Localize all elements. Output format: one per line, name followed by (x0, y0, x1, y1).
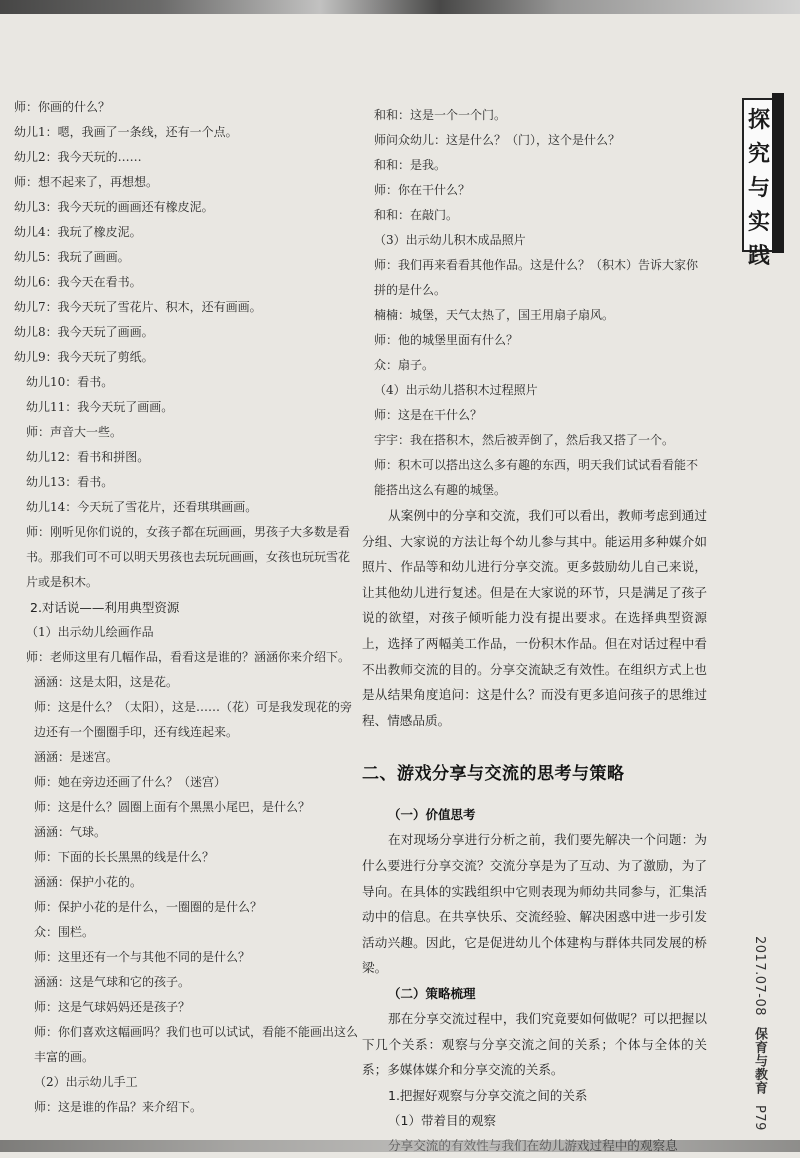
dialogue-line: 师：这是谁的作品？来介绍下。 (34, 1100, 203, 1114)
subsection-title-strategy: （二）策略梳理 (388, 985, 476, 1001)
column-tab-bar (772, 93, 784, 253)
dialogue-paragraph: 师：刚听见你们说的，女孩子都在玩画画，男孩子大多数是看书。那我们可不可以明天男孩也去玩玩画画，女孩也玩玩雪花片或是积木。 (26, 525, 351, 589)
dialogue-line: 涵涵：保护小花的。 (34, 875, 143, 889)
strategy-paragraph: 那在分享交流过程中，我们究竟要如何做呢？可以把握以下几个关系：观察与分享交流之间的关系；个体与全体的关系；多媒体媒介和分享交流的关系。 (362, 1010, 707, 1078)
dialogue-line: 幼儿4：我玩了橡皮泥。 (14, 225, 142, 239)
dialogue-paragraph: 师：老师这里有几幅作品，看看这是谁的？涵涵你来介绍下。 (26, 650, 351, 664)
page-footer (750, 936, 769, 1137)
dialogue-line: 幼儿8：我今天玩了画画。 (14, 325, 154, 339)
dialogue-line: 幼儿14：今天玩了雪花片，还看琪琪画画。 (26, 500, 258, 514)
dialogue-line: 幼儿12：看书和拼图。 (26, 450, 150, 464)
value-paragraph: 在对现场分享进行分析之前，我们要先解决一个问题：为什么要进行分享交流？交流分享是为了互动、为了激励，为了导向。在具体的实践组织中它则表现为师幼共同参与，汇集活动中的信息。在共享快乐、交流经验、解决困惑中进一步引发活动兴趣。因此，它是促进幼儿个体建构与群体共同发展的桥梁。 (362, 832, 707, 976)
dialogue-paragraph: 师：你们喜欢这幅画吗？我们也可以试试，看能不能画出这么丰富的画。 (34, 1025, 359, 1064)
point-subheading: （1）带着目的观察 (388, 1112, 496, 1128)
dialogue-line: 师：这是在干什么？ (374, 408, 483, 422)
dialogue-line: 幼儿5：我玩了画画。 (14, 250, 130, 264)
dialogue-paragraph: 师：这是什么？（太阳），这是……（花）可是我发现花的旁边还有一个圈圈手印，还有线连起来。 (34, 700, 353, 739)
dialogue-line: 幼儿10：看书。 (26, 375, 114, 389)
dialogue-line: 幼儿2：我今天玩的…… (14, 150, 142, 164)
footer-page-number: P79 (752, 1104, 767, 1131)
dialogue-line: 幼儿7：我今天玩了雪花片、积木，还有画画。 (14, 300, 262, 314)
dialogue-line: 师：这是气球妈妈还是孩子？ (34, 1000, 191, 1014)
dialogue-line: 师：她在旁边还画了什么？（迷宫） (34, 775, 227, 789)
dialogue-line: 师：这里还有一个与其他不同的是什么？ (34, 950, 251, 964)
dialogue-line: 众：扇子。 (374, 358, 435, 372)
dialogue-line: 师：想不起来了，再想想。 (14, 175, 159, 189)
scan-edge-bottom (0, 1140, 800, 1152)
right-column (362, 103, 707, 1158)
dialogue-line: 幼儿9：我今天玩了剪纸。 (14, 350, 154, 364)
dialogue-line: 和和：是我。 (374, 158, 447, 172)
dialogue-line: 幼儿1：嗯，我画了一条线，还有一个点。 (14, 125, 238, 139)
dialogue-paragraph: 师：积木可以搭出这么多有趣的东西，明天我们试试看看能不能搭出这么有趣的城堡。 (374, 458, 699, 497)
dialogue-paragraph: 师：我们再来看看其他作品。这是什么？（积木）告诉大家你拼的是什么。 (374, 258, 699, 297)
dialogue-line: 涵涵：是迷宫。 (34, 750, 119, 764)
dialogue-line: 师：你画的什么？ (14, 100, 111, 114)
dialogue-line: 师问众幼儿：这是什么？（门），这个是什么？ (374, 133, 621, 147)
dialogue-line: 师：保护小花的是什么，一圈圈的是什么？ (34, 900, 263, 914)
dialogue-line: 师：这是什么？圆圈上面有个黑黑小尾巴，是什么？ (34, 800, 311, 814)
dialogue-line: 师：你在干什么？ (374, 183, 471, 197)
sub-heading: （2）出示幼儿手工 (34, 1075, 138, 1089)
dialogue-line: 师：他的城堡里面有什么？ (374, 333, 519, 347)
sub-heading: （3）出示幼儿积木成品照片 (374, 233, 526, 247)
section-title: 二、游戏分享与交流的思考与策略 (362, 764, 625, 785)
dialogue-line: 众：围栏。 (34, 925, 95, 939)
dialogue-line: 师：声音大一些。 (26, 425, 123, 439)
column-tab-label: 探 究 与 实 践 (747, 108, 770, 269)
footer-date: 2017.07-08 (752, 936, 767, 1016)
dialogue-line: 幼儿6：我今天在看书。 (14, 275, 142, 289)
dialogue-line: 师：下面的长长黑黑的线是什么？ (34, 850, 215, 864)
dialogue-line: 涵涵：这是太阳，这是花。 (34, 675, 179, 689)
sub-heading: （1）出示幼儿绘画作品 (26, 625, 154, 639)
dialogue-line: 涵涵：气球。 (34, 825, 107, 839)
footer-journal: 保育与教育 (752, 1026, 767, 1095)
dialogue-line: 幼儿11：我今天玩了画画。 (26, 400, 174, 414)
dialogue-line: 楠楠：城堡，天气太热了，国王用扇子扇风。 (374, 308, 615, 322)
analysis-paragraph: 从案例中的分享和交流，我们可以看出，教师考虑到通过分组、大家说的方法让每个幼儿参与其中。能运用多种媒介如照片、作品等和幼儿进行分享交流。更多鼓励幼儿自己来说，让其他幼儿进行复述。但是在大家说的环节，只是满足了孩子说的欲望，对孩子倾听能力没有提出要求。在选择典型资源上，选择了两幅美工作品，一份积木作品。但在对话过程中看不出教师交流的目的。分享交流缺乏有效性。在组织方式上也是从结果角度追问：这是什么？而没有更多追问孩子的思维过程、情感品质。 (362, 508, 707, 728)
scan-edge-top (0, 0, 800, 14)
dialogue-line: 宇宇：我在搭积木，然后被弄倒了，然后我又搭了一个。 (374, 433, 675, 447)
dialogue-line: 幼儿13：看书。 (26, 475, 114, 489)
sub-heading: （4）出示幼儿搭积木过程照片 (374, 383, 538, 397)
column-tab (742, 98, 774, 269)
section-heading: 2.对话说——利用典型资源 (30, 600, 180, 615)
dialogue-line: 幼儿3：我今天玩的画画还有橡皮泥。 (14, 200, 214, 214)
dialogue-line: 涵涵：这是气球和它的孩子。 (34, 975, 191, 989)
dialogue-line: 和和：在敲门。 (374, 208, 459, 222)
subsection-title-value: （一）价值思考 (388, 807, 476, 823)
dialogue-line: 和和：这是一个一个门。 (374, 108, 507, 122)
point-heading: 1.把握好观察与分享交流之间的关系 (388, 1087, 588, 1103)
left-column (14, 95, 359, 1120)
